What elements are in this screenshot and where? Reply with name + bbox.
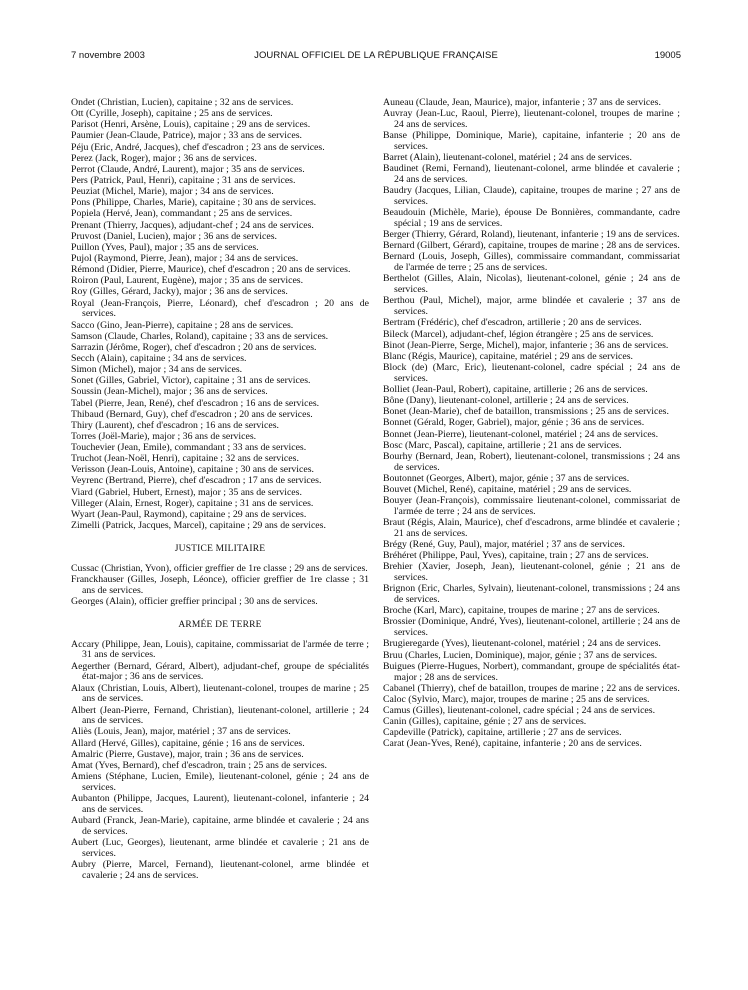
list-entry: Sacco (Gino, Jean-Pierre), capitaine ; 28 ans de services. <box>71 319 294 331</box>
list-entry: Pers (Patrick, Paul, Henri), capitaine ; 31 ans de services. <box>71 174 296 186</box>
list-entry: Roiron (Paul, Laurent, Eugène), major ; 35 ans de services. <box>71 275 304 287</box>
list-entry: Amiens (Stéphane, Lucien, Emile), lieutenant-colonel, génie ; 24 ans de services. <box>71 771 369 793</box>
list-entry: Caloc (Sylvio, Marc), major, troupes de marine ; 25 ans de services. <box>383 693 650 705</box>
list-entry: Verisson (Jean-Louis, Antoine), capitaine ; 30 ans de services. <box>71 464 314 476</box>
list-entry: Carat (Jean-Yves, René), capitaine, infanterie ; 20 ans de services. <box>383 738 642 750</box>
list-entry: Paumier (Jean-Claude, Patrice), major ; 33 ans de services. <box>71 130 302 142</box>
list-entry: Braut (Régis, Alain, Maurice), chef d'escadrons, arme blindée et cavalerie ; 21 ans de services. <box>383 517 680 539</box>
list-entry: Truchot (Jean-Noël, Henri), capitaine ; 32 ans de services. <box>71 453 299 465</box>
list-entry: Bolliet (Jean-Paul, Robert), capitaine, artillerie ; 26 ans de services. <box>383 383 648 395</box>
section-title-justice: JUSTICE MILITAIRE <box>174 543 266 554</box>
list-entry: Tabel (Pierre, Jean, René), chef d'escadron ; 16 ans de services. <box>71 397 320 409</box>
list-entry: Brégy (René, Guy, Paul), major, matériel ; 37 ans de services. <box>383 539 625 551</box>
list-entry: Pujol (Raymond, Pierre, Jean), major ; 34 ans de services. <box>71 252 299 264</box>
list-entry: Bréhéret (Philippe, Paul, Yves), capitaine, train ; 27 ans de services. <box>383 550 649 562</box>
list-entry: Bonnet (Jean-Pierre), lieutenant-colonel, matériel ; 24 ans de services. <box>383 428 659 440</box>
list-entry: Buigues (Pierre-Hugues, Norbert), commandant, groupe de spécialités état-major ; 28 ans de services. <box>383 660 680 683</box>
right-column <box>383 98 680 751</box>
list-entry: Veyrenc (Bertrand, Pierre), chef d'escadron ; 17 ans de services. <box>71 475 322 487</box>
list-entry: Canin (Gilles), capitaine, génie ; 27 ans de services. <box>383 716 587 728</box>
list-entry: Bouvet (Michel, René), capitaine, matériel ; 29 ans de services. <box>383 483 632 495</box>
list-entry: Bruu (Charles, Lucien, Dominique), major, génie ; 37 ans de services. <box>383 649 658 661</box>
journal-title: JOURNAL OFFICIEL DE LA RÉPUBLIQUE FRANÇAISE <box>254 50 498 61</box>
list-entry: Capdeville (Patrick), capitaine, artillerie ; 27 ans de services. <box>383 727 622 739</box>
list-entry: Boutonnet (Georges, Albert), major, génie ; 37 ans de services. <box>383 472 630 484</box>
list-entry: Albert (Jean-Pierre, Fernand, Christian), lieutenant-colonel, artillerie ; 24 ans de services. <box>71 704 369 727</box>
list-entry: Brugieregarde (Yves), lieutenant-colonel, matériel ; 24 ans de services. <box>383 638 661 650</box>
list-entry: Cussac (Christian, Yvon), officier greffier de 1re classe ; 29 ans de services. <box>71 562 368 574</box>
list-entry: Prenant (Thierry, Jacques), adjudant-chef ; 24 ans de services. <box>71 219 314 231</box>
list-entry: Aegerther (Bernard, Gérard, Albert), adjudant-chef, groupe de spécialités état-major ; 36 ans de services. <box>71 660 369 683</box>
list-entry: Alaux (Christian, Louis, Albert), lieutenant-colonel, troupes de marine ; 25 ans de services. <box>71 682 369 705</box>
list-entry: Bosc (Marc, Pascal), capitaine, artillerie ; 21 ans de services. <box>383 439 622 451</box>
list-entry: Secch (Alain), capitaine ; 34 ans de services. <box>71 352 247 364</box>
list-entry: Brossier (Dominique, André, Yves), lieutenant-colonel, artillerie ; 24 ans de services. <box>383 616 680 639</box>
list-entry: Roy (Gilles, Gérard, Jacky), major ; 36 ans de services. <box>71 286 288 298</box>
list-entry: Bouyer (Jean-François), commissaire lieutenant-colonel, commissariat de l'armée de terre ; 24 ans de services. <box>383 495 680 517</box>
list-entry: Aliès (Louis, Jean), major, matériel ; 37 ans de services. <box>71 726 291 738</box>
list-entry: Perrot (Claude, André, Laurent), major ; 35 ans de services. <box>71 163 305 175</box>
list-entry: Wyart (Jean-Paul, Raymond), capitaine ; 29 ans de services. <box>71 508 307 520</box>
list-entry: Ondet (Christian, Lucien), capitaine ; 32 ans de services. <box>71 97 294 108</box>
list-entry: Aubard (Franck, Jean-Marie), capitaine, arme blindée et cavalerie ; 24 ans de services. <box>71 815 369 837</box>
list-entry: Accary (Philippe, Jean, Louis), capitaine, commissariat de l'armée de terre ; 31 ans de services. <box>71 638 369 661</box>
list-entry: Bonnet (Gérald, Roger, Gabriel), major, génie ; 36 ans de services. <box>383 417 645 429</box>
list-entry: Allard (Hervé, Gilles), capitaine, génie ; 16 ans de services. <box>71 737 305 749</box>
promotion-list <box>71 98 369 532</box>
list-entry: Villeger (Alain, Ernest, Roger), capitaine ; 31 ans de services. <box>71 497 314 509</box>
list-entry: Peuziat (Michel, Marie), major ; 34 ans de services. <box>71 186 274 198</box>
list-entry: Bône (Dany), lieutenant-colonel, artillerie ; 24 ans de services. <box>383 395 629 407</box>
list-entry: Simon (Michel), major ; 34 ans de services. <box>71 364 243 376</box>
justice-list <box>71 564 369 608</box>
list-entry: Baudinet (Remi, Fernand), lieutenant-colonel, arme blindée et cavalerie ; 24 ans de services. <box>383 163 680 186</box>
list-entry: Thibaud (Bernard, Guy), chef d'escadron ; 20 ans de services. <box>71 408 313 420</box>
list-entry: Blanc (Régis, Maurice), capitaine, matériel ; 29 ans de services. <box>383 350 633 362</box>
armee-list <box>71 640 369 882</box>
list-entry: Bonet (Jean-Marie), chef de bataillon, transmissions ; 25 ans de services. <box>383 406 669 418</box>
list-entry: Soussin (Jean-Michel), major ; 36 ans de services. <box>71 386 268 398</box>
list-entry: Popiela (Hervé, Jean), commandant ; 25 ans de services. <box>71 208 293 220</box>
list-entry: Brehier (Xavier, Joseph, Jean), lieutenant-colonel, génie ; 21 ans de services. <box>383 561 680 584</box>
list-entry: Viard (Gabriel, Hubert, Ernest), major ; 35 ans de services. <box>71 486 302 498</box>
issue-date: 7 novembre 2003 <box>71 50 145 61</box>
list-entry: Royal (Jean-François, Pierre, Léonard), chef d'escadron ; 20 ans de services. <box>71 297 369 320</box>
list-entry: Amat (Yves, Bernard), chef d'escadron, train ; 25 ans de services. <box>71 759 327 771</box>
list-entry: Aubanton (Philippe, Jacques, Laurent), lieutenant-colonel, infanterie ; 24 ans de services. <box>71 793 369 815</box>
list-entry: Camus (Gilles), lieutenant-colonel, cadre spécial ; 24 ans de services. <box>383 704 656 716</box>
list-entry: Georges (Alain), officier greffier principal ; 30 ans de services. <box>71 595 318 607</box>
section-title-armee: ARMÉE DE TERRE <box>178 619 262 630</box>
page-number: 19005 <box>654 50 681 61</box>
list-entry: Amalric (Pierre, Gustave), major, train ; 36 ans de services. <box>71 748 304 760</box>
list-entry: Broche (Karl, Marc), capitaine, troupes de marine ; 27 ans de services. <box>383 605 660 617</box>
list-entry: Samson (Claude, Charles, Roland), capitaine ; 33 ans de services. <box>71 330 329 342</box>
list-entry: Banse (Philippe, Dominique, Marie), capitaine, infanterie ; 20 ans de services. <box>383 130 680 152</box>
list-entry: Aubert (Luc, Georges), lieutenant, arme blindée et cavalerie ; 21 ans de services. <box>71 837 369 859</box>
list-entry: Berthelot (Gilles, Alain, Nicolas), lieutenant-colonel, génie ; 24 ans de services. <box>383 273 680 296</box>
list-entry: Brignon (Eric, Charles, Sylvain), lieutenant-colonel, transmissions ; 24 ans de services. <box>383 583 680 606</box>
list-entry: Bourhy (Bernard, Jean, Robert), lieutenant-colonel, transmissions ; 24 ans de services. <box>383 450 680 473</box>
page-header <box>71 50 681 64</box>
list-entry: Pruvost (Daniel, Lucien), major ; 36 ans de services. <box>71 230 277 242</box>
list-entry: Barret (Alain), lieutenant-colonel, matériel ; 24 ans de services. <box>383 152 632 164</box>
list-entry: Cabanel (Thierry), chef de bataillon, troupes de marine ; 22 ans de services. <box>383 682 680 694</box>
left-column <box>71 98 369 882</box>
list-entry: Bernard (Gilbert, Gérard), capitaine, troupes de marine ; 28 ans de services. <box>383 240 680 252</box>
list-entry: Touchevier (Jean, Emile), commandant ; 33 ans de services. <box>71 442 307 454</box>
list-entry: Berthou (Paul, Michel), major, arme blindée et cavalerie ; 37 ans de services. <box>383 295 680 318</box>
list-entry: Puillon (Yves, Paul), major ; 35 ans de services. <box>71 241 259 253</box>
list-entry: Block (de) (Marc, Eric), lieutenant-colonel, cadre spécial ; 24 ans de services. <box>383 362 680 384</box>
list-entry: Pons (Philippe, Charles, Marie), capitaine ; 30 ans de services. <box>71 197 317 209</box>
list-entry: Binot (Jean-Pierre, Serge, Michel), major, infanterie ; 36 ans de services. <box>383 339 669 351</box>
list-entry: Berger (Thierry, Gérard, Roland), lieutenant, infanterie ; 19 ans de services. <box>383 229 680 241</box>
list-entry: Torres (Joël-Marie), major ; 36 ans de services. <box>71 430 257 442</box>
list-entry: Aubry (Pierre, Marcel, Fernand), lieutenant-colonel, arme blindée et cavalerie ; 24 ans de services. <box>71 858 369 881</box>
list-entry: Sarrazin (Jérôme, Roger), chef d'escadron ; 20 ans de services. <box>71 341 317 353</box>
list-entry: Péju (Eric, André, Jacques), chef d'escadron ; 23 ans de services. <box>71 141 325 153</box>
list-entry: Sonet (Gilles, Gabriel, Victor), capitaine ; 31 ans de services. <box>71 375 311 387</box>
list-entry: Auneau (Claude, Jean, Maurice), major, infanterie ; 37 ans de services. <box>383 97 661 108</box>
list-entry: Rémond (Didier, Pierre, Maurice), chef d'escadron ; 20 ans de services. <box>71 264 351 276</box>
list-entry: Beaudouin (Michèle, Marie), épouse De Bonnières, commandante, cadre spécial ; 19 ans de services. <box>383 207 680 230</box>
list-entry: Bernard (Louis, Joseph, Gilles), commissaire commandant, commissariat de l'armée de terre ; 25 ans de services. <box>383 251 680 274</box>
list-entry: Baudry (Jacques, Lilian, Claude), capitaine, troupes de marine ; 27 ans de services. <box>383 185 680 208</box>
list-entry: Ott (Cyrille, Joseph), capitaine ; 25 ans de services. <box>71 108 273 120</box>
armee-list-continued <box>383 98 680 750</box>
list-entry: Bertram (Frédéric), chef d'escadron, artillerie ; 20 ans de services. <box>383 317 642 329</box>
list-entry: Parisot (Henri, Arsène, Louis), capitaine ; 29 ans de services. <box>71 119 311 131</box>
list-entry: Auvray (Jean-Luc, Raoul, Pierre), lieutenant-colonel, troupes de marine ; 24 ans de services. <box>383 108 680 130</box>
list-entry: Perez (Jack, Roger), major ; 36 ans de services. <box>71 152 257 164</box>
list-entry: Thiry (Laurent), chef d'escadron ; 16 ans de services. <box>71 419 279 431</box>
list-entry: Bileck (Marcel), adjudant-chef, légion étrangère ; 25 ans de services. <box>383 328 654 340</box>
list-entry: Zimelli (Patrick, Jacques, Marcel), capitaine ; 29 ans de services. <box>71 520 326 532</box>
list-entry: Franckhauser (Gilles, Joseph, Léonce), officier greffier de 1re classe ; 31 ans de services. <box>71 573 369 596</box>
